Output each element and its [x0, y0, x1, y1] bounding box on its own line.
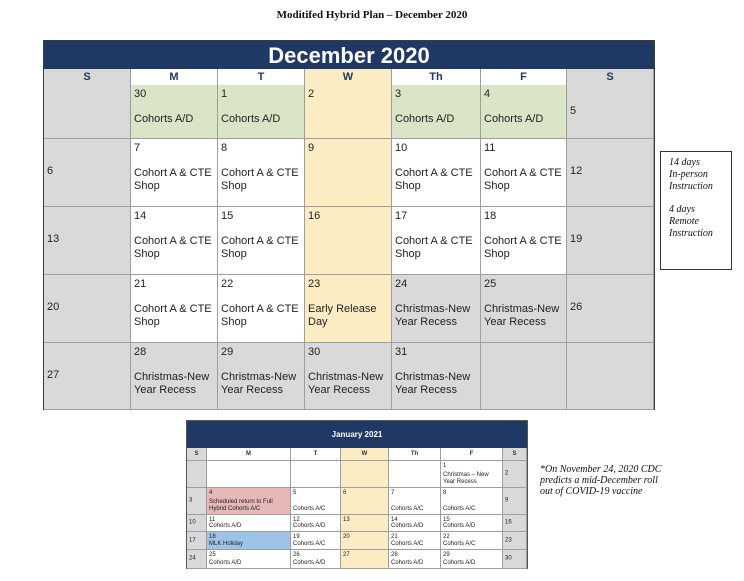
december-day-header: F [481, 69, 567, 85]
day-event-text: Cohorts A/D [134, 113, 194, 125]
january-day-cell [389, 532, 441, 550]
january-day-cell [341, 515, 389, 532]
vaccine-note: *On November 24, 2020 CDC predicts a mid-December roll out of COVID-19 vaccine [540, 464, 662, 497]
day-number: 24 [189, 555, 196, 562]
day-event-text: Cohorts A/D [443, 560, 476, 566]
day-event-text: Cohorts A/D [484, 113, 544, 125]
january-day-cell [441, 461, 503, 488]
december-day-cell [305, 85, 392, 139]
december-day-header: M [131, 69, 218, 85]
day-number: 2 [505, 470, 509, 477]
legend-line: Instruction [669, 181, 713, 192]
january-day-header: W [341, 448, 389, 461]
december-day-header: S [567, 69, 654, 85]
day-number: 10 [395, 142, 408, 154]
day-event-text: Cohorts A/D [395, 113, 455, 125]
day-event-text: Cohorts A/C [391, 506, 424, 512]
day-number: 5 [293, 490, 297, 496]
day-number: 11 [209, 517, 216, 523]
day-event-text: Christmas-New Year Recess [221, 371, 297, 396]
day-number: 22 [443, 534, 450, 540]
legend-line: In-person [669, 169, 708, 180]
legend-line: 14 days [669, 157, 700, 168]
december-day-cell [131, 139, 218, 207]
document-title: Moditifed Hybrid Plan – December 2020 [276, 9, 468, 21]
day-event-text: Cohorts A/C [443, 506, 476, 512]
day-number: 4 [209, 490, 213, 496]
day-number: 16 [308, 210, 321, 222]
january-day-cell [207, 461, 291, 488]
day-number: 1 [221, 88, 228, 100]
december-day-cell [305, 275, 392, 343]
day-number: 12 [293, 517, 300, 523]
january-day-cell [291, 515, 341, 532]
december-day-cell [305, 343, 392, 410]
day-event-text: Cohorts A/D [221, 113, 281, 125]
day-event-text: Cohort A & CTE Shop [395, 235, 473, 260]
december-day-cell [567, 139, 654, 207]
january-day-header: F [441, 448, 503, 461]
january-day-header: T [291, 448, 341, 461]
day-number: 26 [293, 552, 300, 558]
day-number: 30 [505, 555, 512, 562]
day-event-text: Cohort A & CTE Shop [484, 167, 562, 192]
january-day-cell [503, 532, 527, 550]
december-day-cell [567, 85, 654, 139]
day-number: 30 [134, 88, 147, 100]
day-number: 24 [395, 278, 408, 290]
january-day-cell [503, 515, 527, 532]
january-day-cell [291, 532, 341, 550]
december-day-cell [305, 207, 392, 275]
day-event-text: Cohorts A/D [209, 560, 242, 566]
january-day-cell [341, 461, 389, 488]
january-day-cell [503, 461, 527, 488]
instruction-legend [660, 151, 732, 270]
day-number: 5 [570, 105, 577, 117]
day-number: 9 [308, 142, 315, 154]
december-day-cell [392, 207, 481, 275]
day-event-text: Cohort A & CTE Shop [134, 167, 212, 192]
day-number: 23 [308, 278, 321, 290]
january-day-cell [291, 461, 341, 488]
day-number: 10 [189, 519, 196, 526]
day-number: 20 [47, 301, 60, 313]
day-event-text: Christmas-New Year Recess [395, 303, 471, 328]
january-day-header: S [187, 448, 207, 461]
day-number: 3 [189, 497, 193, 504]
december-day-cell [218, 207, 305, 275]
december-day-cell [392, 139, 481, 207]
day-number: 27 [343, 552, 350, 558]
january-day-cell [341, 488, 389, 515]
december-day-cell [131, 275, 218, 343]
january-day-cell [441, 488, 503, 515]
day-number: 12 [570, 165, 583, 177]
january-day-cell [503, 488, 527, 515]
december-day-cell [218, 85, 305, 139]
day-event-text: Cohorts A/C [293, 541, 326, 547]
day-number: 1 [443, 463, 447, 469]
december-day-cell [481, 139, 567, 207]
day-event-text: Christmas-New Year Recess [134, 371, 210, 396]
day-number: 14 [391, 517, 398, 523]
day-number: 29 [221, 346, 234, 358]
day-event-text: Cohort A & CTE Shop [221, 303, 299, 328]
day-number: 2 [308, 88, 315, 100]
december-day-cell [131, 85, 218, 139]
day-event-text: Christmas-New Year Recess [484, 303, 560, 328]
day-number: 11 [484, 142, 496, 154]
day-number: 25 [209, 552, 216, 558]
december-day-cell [44, 139, 131, 207]
day-number: 14 [134, 210, 147, 222]
day-number: 25 [484, 278, 497, 290]
january-day-cell [187, 488, 207, 515]
day-number: 19 [293, 534, 300, 540]
day-number: 19 [570, 233, 583, 245]
day-number: 17 [189, 537, 196, 543]
december-day-cell [567, 275, 654, 343]
december-day-cell [218, 139, 305, 207]
day-number: 28 [134, 346, 147, 358]
january-day-cell [207, 532, 291, 550]
day-event-text: Cohort A & CTE Shop [221, 167, 299, 192]
january-day-cell [503, 550, 527, 569]
january-day-cell [341, 550, 389, 569]
day-number: 17 [395, 210, 408, 222]
december-day-cell [392, 343, 481, 410]
legend-line: 4 days [669, 204, 695, 215]
december-day-cell [392, 85, 481, 139]
day-number: 4 [484, 88, 491, 100]
day-number: 8 [443, 490, 447, 496]
december-day-cell [218, 343, 305, 410]
day-number: 18 [484, 210, 497, 222]
day-number: 13 [47, 233, 60, 245]
day-event-text: Cohorts A/C [391, 541, 424, 547]
december-day-cell [392, 275, 481, 343]
december-day-cell [44, 343, 131, 410]
day-number: 18 [209, 534, 216, 540]
december-day-header: Th [392, 69, 481, 85]
day-number: 28 [391, 552, 398, 558]
day-number: 27 [47, 369, 60, 381]
january-day-cell [389, 515, 441, 532]
day-number: 31 [395, 346, 408, 358]
day-event-text: Cohorts A/D [391, 523, 424, 529]
january-day-cell [389, 461, 441, 488]
january-day-header: S [503, 448, 527, 461]
day-number: 7 [391, 490, 395, 496]
day-number: 6 [47, 165, 54, 177]
december-calendar [43, 40, 655, 410]
december-day-cell [305, 139, 392, 207]
in-person-legend [669, 157, 727, 193]
january-day-cell [187, 461, 207, 488]
january-day-cell [441, 532, 503, 550]
day-event-text: Cohorts A/D [293, 560, 326, 566]
day-number: 15 [221, 210, 234, 222]
day-number: 3 [395, 88, 402, 100]
day-number: 6 [343, 490, 347, 496]
january-calendar [186, 420, 528, 569]
day-number: 26 [570, 301, 583, 313]
day-event-text: Cohorts A/C [443, 541, 476, 547]
december-day-cell [567, 207, 654, 275]
day-number: 20 [343, 534, 350, 540]
day-event-text: Cohort A & CTE Shop [134, 235, 212, 260]
january-day-cell [389, 488, 441, 515]
day-number: 15 [443, 517, 450, 523]
day-event-text: Early Release Day [308, 303, 377, 328]
january-day-header: M [207, 448, 291, 461]
december-day-cell [44, 275, 131, 343]
december-day-cell [481, 85, 567, 139]
december-day-cell [481, 343, 567, 410]
day-number: 29 [443, 552, 450, 558]
january-day-cell [441, 550, 503, 569]
january-day-cell [291, 488, 341, 515]
day-number: 22 [221, 278, 234, 290]
legend-line: Remote [669, 216, 699, 227]
day-event-text: Cohorts A/C [293, 506, 326, 512]
day-number: 16 [505, 519, 512, 526]
december-day-cell [44, 85, 131, 139]
december-day-cell [131, 343, 218, 410]
january-day-cell [207, 550, 291, 569]
day-event-text: Cohorts A/D [391, 560, 424, 566]
january-day-cell [441, 515, 503, 532]
december-day-header: S [44, 69, 131, 85]
day-number: 8 [221, 142, 228, 154]
day-event-text: Cohort A & CTE Shop [221, 235, 299, 260]
day-event-text: Christmas – New Year Recess [443, 472, 489, 485]
day-event-text: Cohorts A/D [293, 523, 326, 529]
january-day-cell [187, 550, 207, 569]
day-number: 13 [343, 517, 350, 523]
day-number: 23 [505, 537, 512, 543]
day-event-text: Cohort A & CTE Shop [134, 303, 212, 328]
january-day-cell [187, 532, 207, 550]
january-day-cell [389, 550, 441, 569]
day-number: 9 [505, 497, 509, 504]
day-event-text: Cohorts A/D [443, 523, 476, 529]
december-day-cell [44, 207, 131, 275]
december-day-cell [131, 207, 218, 275]
day-number: 7 [134, 142, 141, 154]
january-day-header: Th [389, 448, 441, 461]
december-day-cell [567, 343, 654, 410]
day-event-text: Cohort A & CTE Shop [484, 235, 562, 260]
january-day-cell [291, 550, 341, 569]
day-event-text: Christmas-New Year Recess [395, 371, 471, 396]
remote-legend [669, 204, 727, 240]
day-number: 21 [134, 278, 147, 290]
january-day-cell [187, 515, 207, 532]
legend-line: Instruction [669, 228, 713, 239]
day-event-text: Cohort A & CTE Shop [395, 167, 473, 192]
january-day-cell [207, 488, 291, 515]
december-day-cell [481, 275, 567, 343]
december-day-cell [481, 207, 567, 275]
december-day-header: T [218, 69, 305, 85]
day-event-text: Cohorts A/D [209, 523, 242, 529]
december-day-cell [218, 275, 305, 343]
day-event-text: Christmas-New Year Recess [308, 371, 384, 396]
day-event-text: Scheduled return to Full Hybrid Cohorts A/C [209, 499, 273, 512]
december-day-header: W [305, 69, 392, 85]
day-number: 30 [308, 346, 321, 358]
december-month-header: December 2020 [44, 41, 654, 69]
january-day-cell [341, 532, 389, 550]
january-month-header: January 2021 [187, 421, 527, 448]
day-event-text: MLK Holiday [209, 541, 244, 547]
january-day-cell [207, 515, 291, 532]
day-number: 21 [391, 534, 398, 540]
